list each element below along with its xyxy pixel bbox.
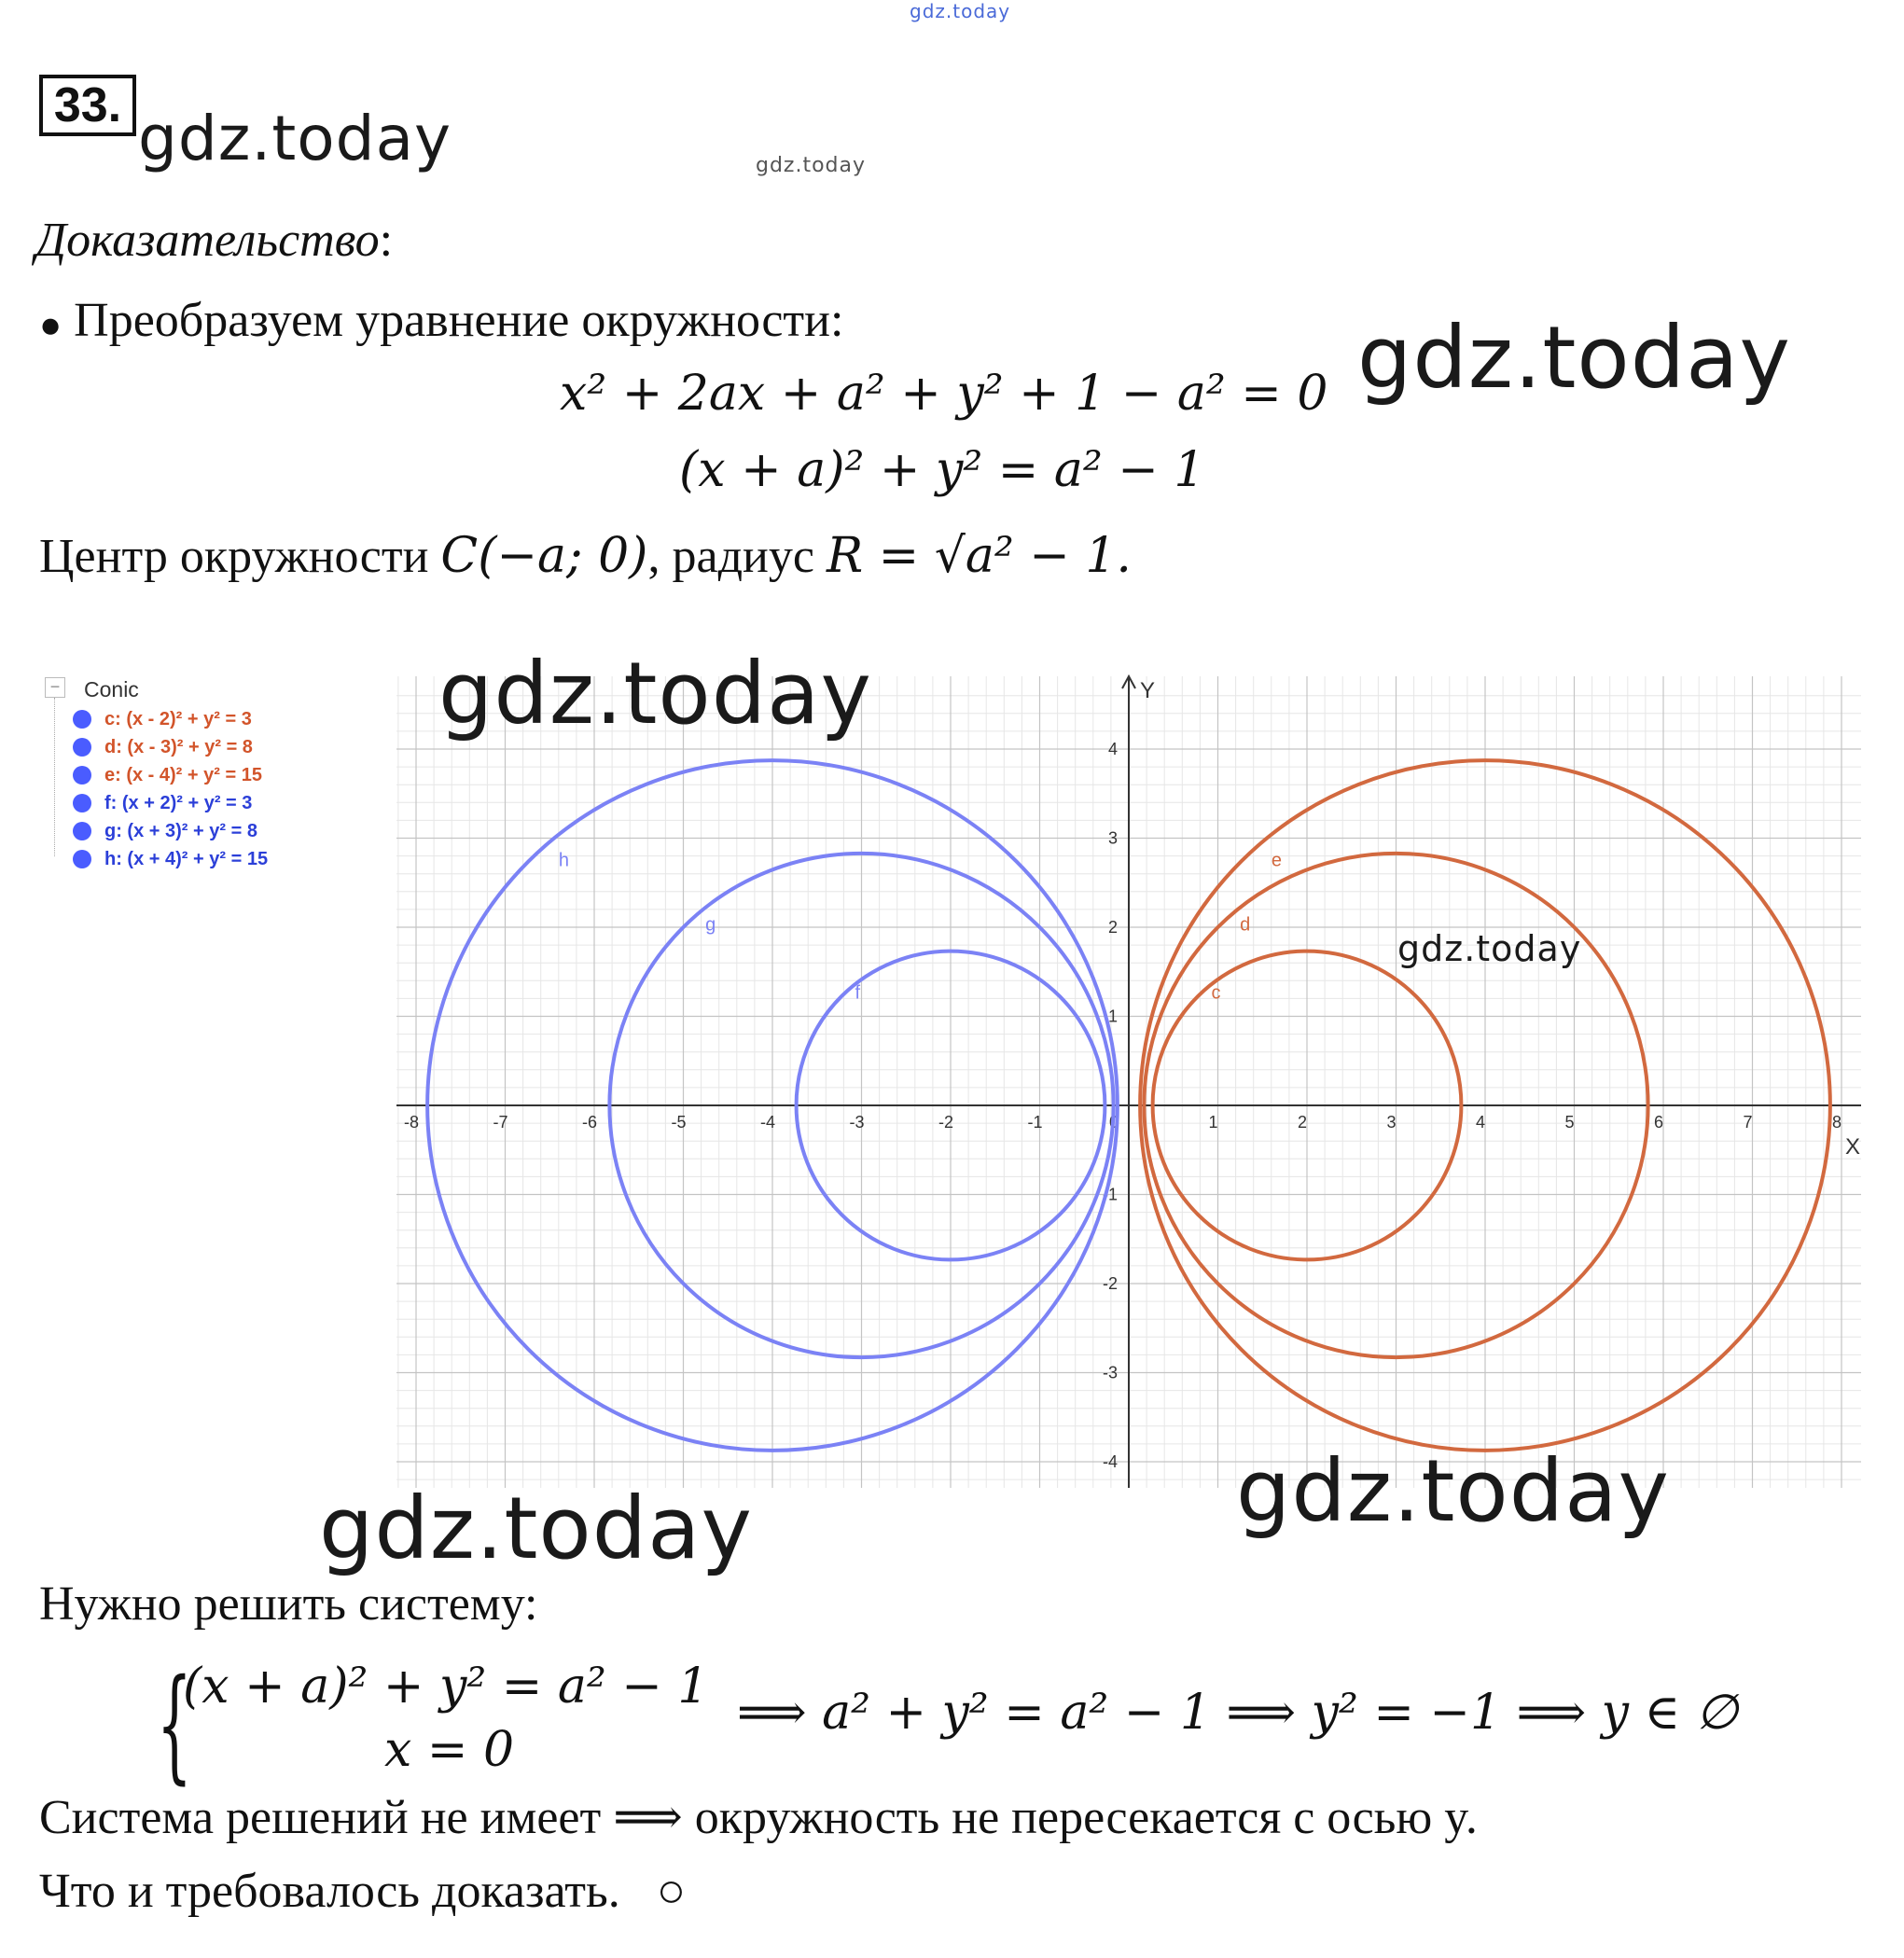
system-line-2: x = 0 (384, 1722, 515, 1778)
conic-label-f: f (855, 982, 861, 1004)
x-tick-label: -3 (849, 1113, 865, 1132)
x-tick-label: 2 (1297, 1113, 1308, 1132)
conic-label: h: (x + 4)² + y² = 15 (104, 848, 269, 869)
proof-heading-text: Доказательство (35, 214, 380, 267)
algebra-view (45, 677, 325, 882)
y-axis-label: Y (1140, 678, 1156, 703)
visibility-dot-icon[interactable] (73, 766, 91, 785)
system-brace: { (157, 1653, 192, 1797)
x-tick-label: 7 (1743, 1113, 1753, 1132)
visibility-dot-icon[interactable] (73, 794, 91, 812)
qed-text: Что и требовалось доказать. (39, 1865, 620, 1918)
x-tick-label: -7 (493, 1113, 508, 1132)
radius-value: R = √a² − 1. (826, 528, 1132, 584)
x-tick-label: -5 (671, 1113, 687, 1132)
watermark-top: gdz.today (910, 0, 1011, 22)
y-tick-label: 2 (1107, 918, 1118, 937)
step1-text: Преобразуем уравнение окружности: (74, 294, 844, 347)
visibility-dot-icon[interactable] (73, 710, 91, 729)
y-tick-label: -2 (1102, 1274, 1118, 1293)
y-tick-label: 4 (1107, 740, 1118, 758)
x-tick-label: 3 (1386, 1113, 1397, 1132)
x-tick-label: -6 (581, 1113, 598, 1132)
center-radius-prefix: Центр окружности (39, 530, 441, 583)
x-tick-label: -1 (1027, 1113, 1043, 1132)
y-tick-label: 3 (1107, 828, 1118, 848)
conic-item[interactable] (73, 733, 253, 761)
x-tick-label: -4 (759, 1113, 776, 1132)
conic-label-h: h (558, 850, 569, 871)
conic-item[interactable] (73, 705, 252, 733)
conclusion-text: Система решений не имеет ⟹ окружность не пересекается с осью y. (39, 1791, 1478, 1844)
center-radius-line (39, 528, 1132, 584)
bullet-icon: ● (39, 303, 63, 346)
y-tick-label: -4 (1102, 1452, 1118, 1471)
x-tick-label: 4 (1475, 1113, 1486, 1132)
problem-number: 33. (39, 75, 136, 136)
x-tick-label: -2 (938, 1113, 954, 1132)
y-tick-label: 1 (1107, 1007, 1118, 1026)
system-line-1: (x + a)² + y² = a² − 1 (183, 1659, 709, 1715)
proof-heading (35, 213, 393, 268)
center-value: C(−a; 0) (440, 528, 648, 584)
group-toggle-button[interactable]: − (45, 677, 65, 698)
visibility-dot-icon[interactable] (73, 738, 91, 757)
equation-1: x² + 2ax + a² + y² + 1 − a² = 0 (560, 366, 1328, 422)
equation-2: (x + a)² + y² = a² − 1 (679, 442, 1205, 498)
system-implication: ⟹ a² + y² = a² − 1 ⟹ y² = −1 ⟹ y ∈ ∅ (737, 1685, 1738, 1741)
conic-label: e: (x - 4)² + y² = 15 (104, 764, 262, 785)
watermark-chart-bottom-left: gdz.today (319, 1479, 753, 1578)
conic-item[interactable] (73, 817, 257, 845)
qed-line (39, 1864, 686, 1919)
y-tick-label: -1 (1102, 1185, 1118, 1204)
group-label: Conic (84, 677, 139, 701)
x-tick-label: 5 (1564, 1113, 1575, 1132)
x-tick-label: 1 (1208, 1113, 1218, 1132)
x-tick-label: 8 (1831, 1113, 1842, 1132)
visibility-dot-icon[interactable] (73, 822, 91, 840)
watermark-chart-bottom-right: gdz.today (1236, 1441, 1670, 1541)
conic-label: d: (x - 3)² + y² = 8 (104, 736, 253, 757)
conic-item[interactable] (73, 845, 268, 873)
watermark-header: gdz.today (138, 103, 452, 174)
need-solve-text: Нужно решить систему: (39, 1577, 538, 1631)
conic-label: g: (x + 3)² + y² = 8 (104, 820, 257, 841)
watermark-chart-top: gdz.today (438, 644, 872, 743)
graphics-view[interactable] (392, 672, 1866, 1493)
conic-label: f: (x + 2)² + y² = 3 (104, 792, 253, 813)
watermark-small: gdz.today (756, 154, 867, 177)
step1-line (39, 293, 843, 348)
watermark-eq: gdz.today (1357, 308, 1791, 408)
conic-item[interactable] (73, 789, 252, 817)
x-tick-label: 6 (1653, 1113, 1664, 1132)
x-tick-label: 0 (1108, 1113, 1119, 1132)
conic-label-g: g (705, 914, 716, 936)
qed-symbol: ○ (656, 1865, 687, 1918)
watermark-chart-mid: gdz.today (1397, 928, 1582, 969)
conic-item[interactable] (73, 761, 262, 789)
proof-heading-colon: : (379, 214, 394, 267)
conic-label-d: d (1240, 914, 1251, 936)
y-tick-label: -3 (1102, 1363, 1118, 1382)
conic-label-e: e (1271, 850, 1282, 871)
visibility-dot-icon[interactable] (73, 850, 91, 868)
center-radius-mid: , радиус (647, 530, 827, 583)
x-tick-label: -8 (403, 1113, 420, 1132)
conic-label-c: c (1211, 982, 1221, 1004)
x-axis-label: X (1845, 1134, 1861, 1160)
conic-label: c: (x - 2)² + y² = 3 (104, 708, 252, 729)
